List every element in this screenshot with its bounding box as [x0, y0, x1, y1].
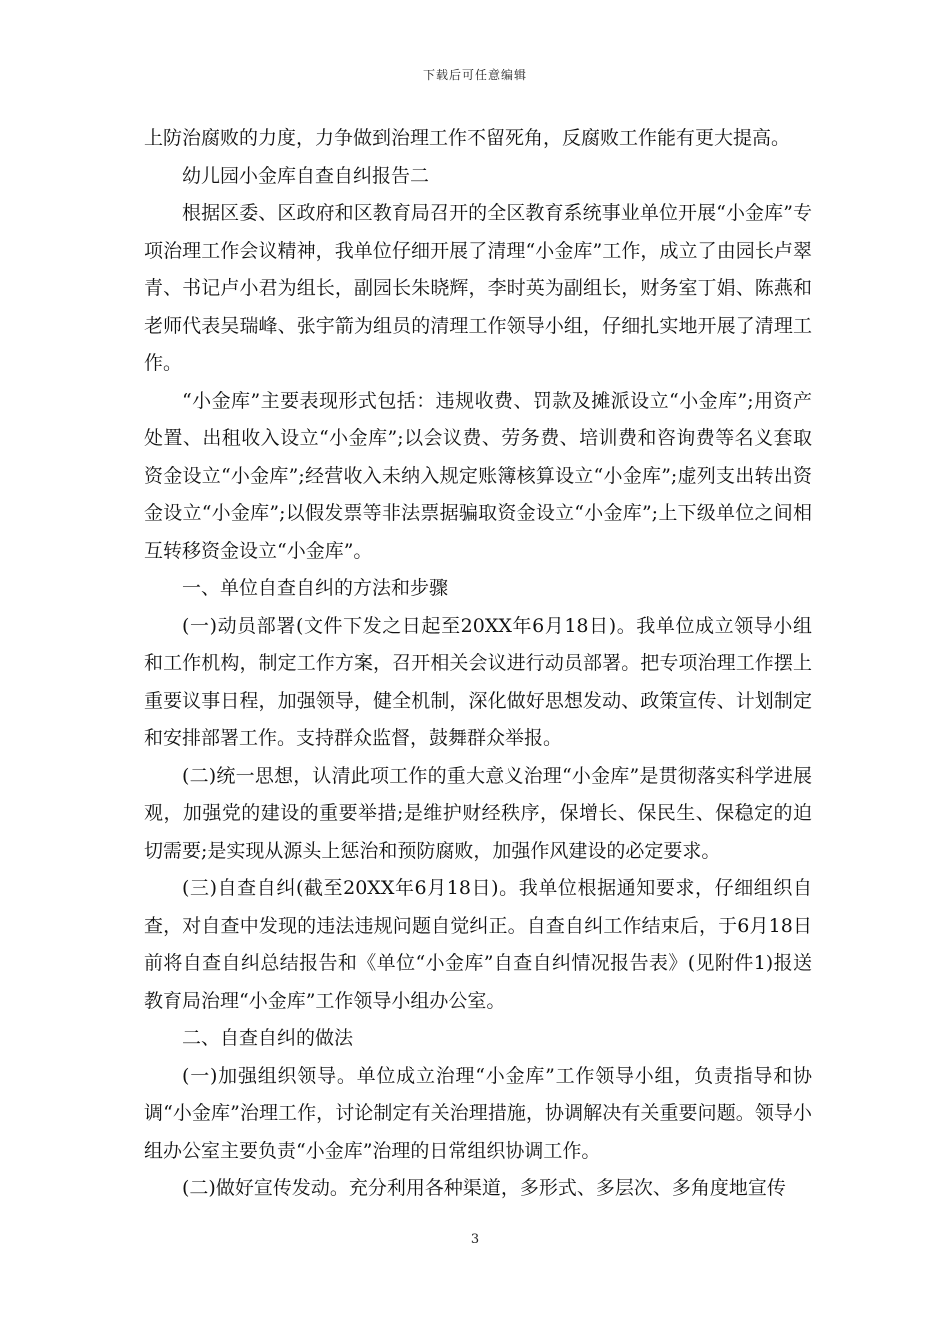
paragraph: “小金库”主要表现形式包括：违规收费、罚款及摊派设立“小金库”;用资产处置、出租收入设立“小金库”;以会议费、劳务费、培训费和咨询费等名义套取资金设立“小金库”;经营收入未纳入规定账簿核算设立“小金库”;虚列支出转出资金设立“小金库”;以假发票等非法票据骗取资金设立“小金库”;上下级单位之间相互转移资金设立“小金库”。 [144, 389, 812, 562]
paragraph: (一)加强组织领导。单位成立治理“小金库”工作领导小组，负责指导和协调“小金库”治理工作，讨论制定有关治理措施，协调解决有关重要问题。领导小组办公室主要负责“小金库”治理的日常组织协调工作。 [144, 1064, 812, 1162]
section-heading: 一、单位自查自纠的方法和步骤 [182, 577, 449, 599]
paragraph: (一)动员部署(文件下发之日起至20XX年6月18日)。我单位成立领导小组和工作机构，制定工作方案，召开相关会议进行动员部署。把专项治理工作摆上重要议事日程，加强领导，健全机制，深化做好思想发动、政策宣传、计划制定和安排部署工作。支持群众监督，鼓舞群众举报。 [144, 614, 812, 749]
page-header-note: 下载后可任意编辑 [422, 68, 527, 82]
paragraph: 根据区委、区政府和区教育局召开的全区教育系统事业单位开展“小金库”专项治理工作会议精神，我单位仔细开展了清理“小金库”工作，成立了由园长卢翠青、书记卢小君为组长，副园长朱晓辉，李时英为副组长，财务室丁娟、陈燕和老师代表吴瑞峰、张宇箭为组员的清理工作领导小组，仔细扎实地开展了清理工作。 [144, 202, 812, 374]
section-title: 幼儿园小金库自查自纠报告二 [182, 164, 430, 187]
document-body [144, 120, 812, 1208]
section-heading: 二、自查自纠的做法 [182, 1027, 354, 1049]
paragraph: (二)做好宣传发动。充分利用各种渠道，多形式、多层次、多角度地宣传 [182, 1177, 786, 1199]
paragraph: (二)统一思想，认清此项工作的重大意义治理“小金库”是贯彻落实科学进展观，加强党的建设的重要举措;是维护财经秩序，保增长、保民生、保稳定的迫切需要;是实现从源头上惩治和预防腐败，加强作风建设的必定要求。 [144, 764, 812, 862]
paragraph: (三)自查自纠(截至20XX年6月18日)。我单位根据通知要求，仔细组织自查，对自查中发现的违法违规问题自觉纠正。自查自纠工作结束后，于6月18日前将自查自纠总结报告和《单位“小金库”自查自纠情况报告表》(见附件1)报送教育局治理“小金库”工作领导小组办公室。 [144, 877, 812, 1012]
page-number: 3 [470, 1232, 480, 1247]
paragraph: 上防治腐败的力度，力争做到治理工作不留死角，反腐败工作能有更大提高。 [144, 127, 791, 149]
